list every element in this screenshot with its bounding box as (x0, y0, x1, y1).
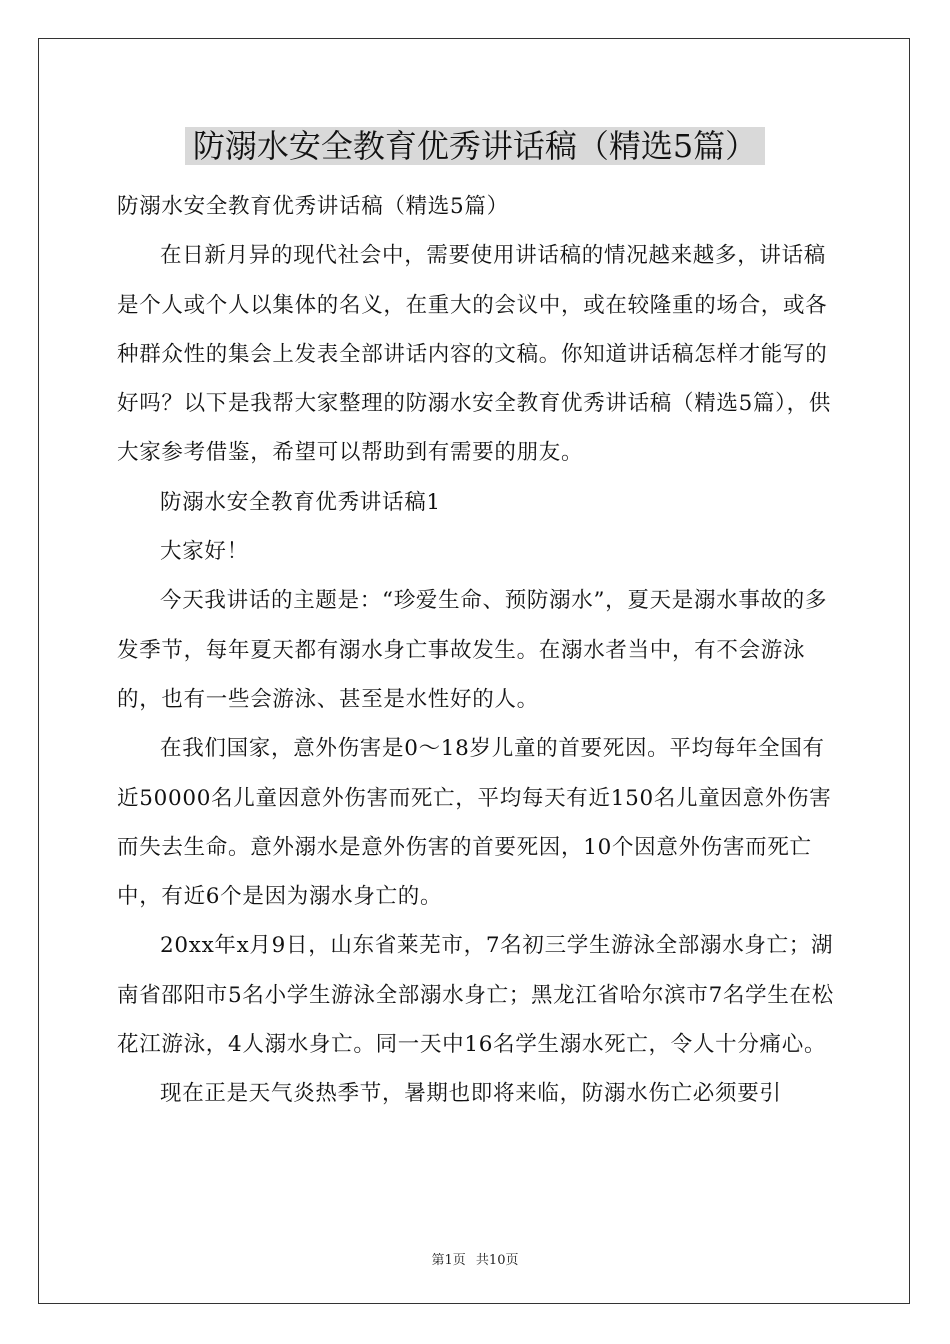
document-title-text: 防溺水安全教育优秀讲话稿（精选5篇） (185, 127, 765, 165)
paragraph-summer: 现在正是天气炎热季节，暑期也即将来临，防溺水伤亡必须要引 (160, 1081, 782, 1107)
document-body (117, 182, 837, 1119)
document-title (0, 124, 950, 168)
document-subtitle: 防溺水安全教育优秀讲话稿（精选5篇） (117, 194, 509, 219)
section-heading-1: 防溺水安全教育优秀讲话稿1 (160, 489, 441, 515)
paragraph-greeting: 大家好！ (160, 539, 249, 565)
paragraph-statistics: 在我们国家，意外伤害是0～18岁儿童的首要死因。平均每年全国有近50000名儿童因意外伤害而死亡，平均每天有近150名儿童因意外伤害而失去生命。意外溺水是意外伤害的首要死因，10个因意外伤害而死亡中，有近6个是因为溺水身亡的。 (117, 736, 832, 910)
paragraph-incidents: 20xx年x月9日，山东省莱芜市，7名初三学生游泳全部溺水身亡；湖南省邵阳市5名小学生游泳全部溺水身亡；黑龙江省哈尔滨市7名学生在松花江游泳，4人溺水身亡。同一天中16名学生溺水死亡，令人十分痛心。 (117, 933, 834, 1058)
paragraph-intro: 在日新月异的现代社会中，需要使用讲话稿的情况越来越多，讲话稿是个人或个人以集体的名义，在重大的会议中，或在较隆重的场合，或各种群众性的集会上发表全部讲话内容的文稿。你知道讲话稿怎样才能写的好吗？以下是我帮大家整理的防溺水安全教育优秀讲话稿（精选5篇），供大家参考借鉴，希望可以帮助到有需要的朋友。 (117, 243, 832, 466)
page-footer: 第1页 共10页 (431, 1253, 519, 1268)
paragraph-theme: 今天我讲话的主题是：“珍爱生命、预防溺水”，夏天是溺水事故的多发季节，每年夏天都有溺水身亡事故发生。在溺水者当中，有不会游泳的，也有一些会游泳、甚至是水性好的人。 (117, 588, 828, 712)
